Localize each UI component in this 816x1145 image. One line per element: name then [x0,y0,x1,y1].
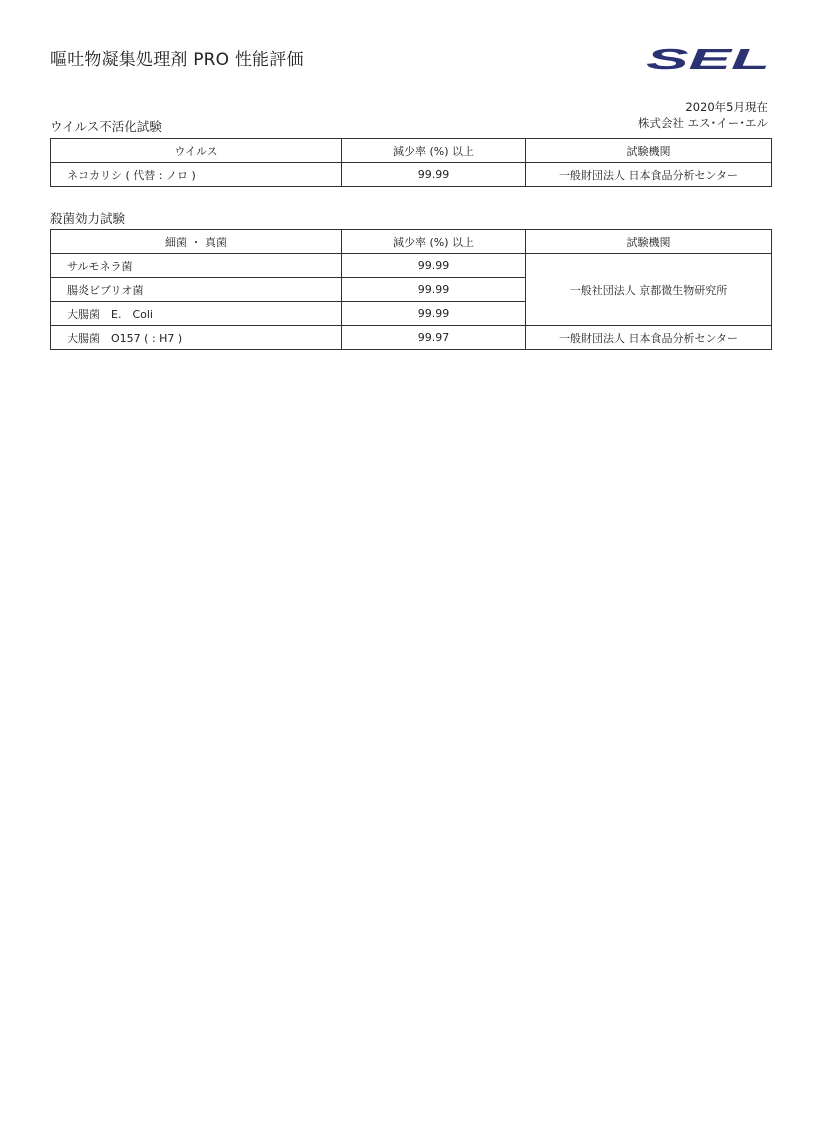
table-header-row [51,230,772,254]
testing-org: 一般財団法人 日本食品分析センター [526,163,772,187]
reduction-rate: 99.99 [342,278,526,302]
bacteria-name: 大腸菌 E. Coli [51,302,342,326]
table-row [51,254,772,278]
bacteria-name: サルモネラ菌 [51,254,342,278]
column-header-virus: ウイルス [51,139,342,163]
report-date: 2020年5月現在 [685,100,768,114]
bacteria-name: 腸炎ビブリオ菌 [51,278,342,302]
column-header-reduction-rate: 減少率 (%) 以上 [342,230,526,254]
column-header-testing-org: 試験機関 [526,230,772,254]
testing-org-merged: 一般社団法人 京都微生物研究所 [526,254,772,326]
reduction-rate: 99.99 [342,163,526,187]
logo-text: SEL [646,46,770,72]
reduction-rate: 99.99 [342,302,526,326]
column-header-testing-org: 試験機関 [526,139,772,163]
reduction-rate: 99.97 [342,326,526,350]
date-block [638,99,768,131]
virus-name: ネコカリシ ( 代替 : ノロ ) [51,163,342,187]
bacteria-name: 大腸菌 O157 ( : H7 ) [51,326,342,350]
page-title: 嘔吐物凝集処理剤 PRO 性能評価 [50,50,304,70]
virus-section-heading: ウイルス不活化試験 [50,119,162,134]
sel-logo [644,46,772,72]
table-row [51,163,772,187]
virus-table [50,138,772,187]
company-name: 株式会社 エス･イー･エル [637,116,768,130]
bacteria-section-heading: 殺菌効力試験 [50,211,126,226]
column-header-bacteria: 細菌 ・ 真菌 [51,230,342,254]
table-row [51,326,772,350]
table-header-row [51,139,772,163]
reduction-rate: 99.99 [342,254,526,278]
bacteria-table [50,229,772,350]
column-header-reduction-rate: 減少率 (%) 以上 [342,139,526,163]
testing-org: 一般財団法人 日本食品分析センター [526,326,772,350]
